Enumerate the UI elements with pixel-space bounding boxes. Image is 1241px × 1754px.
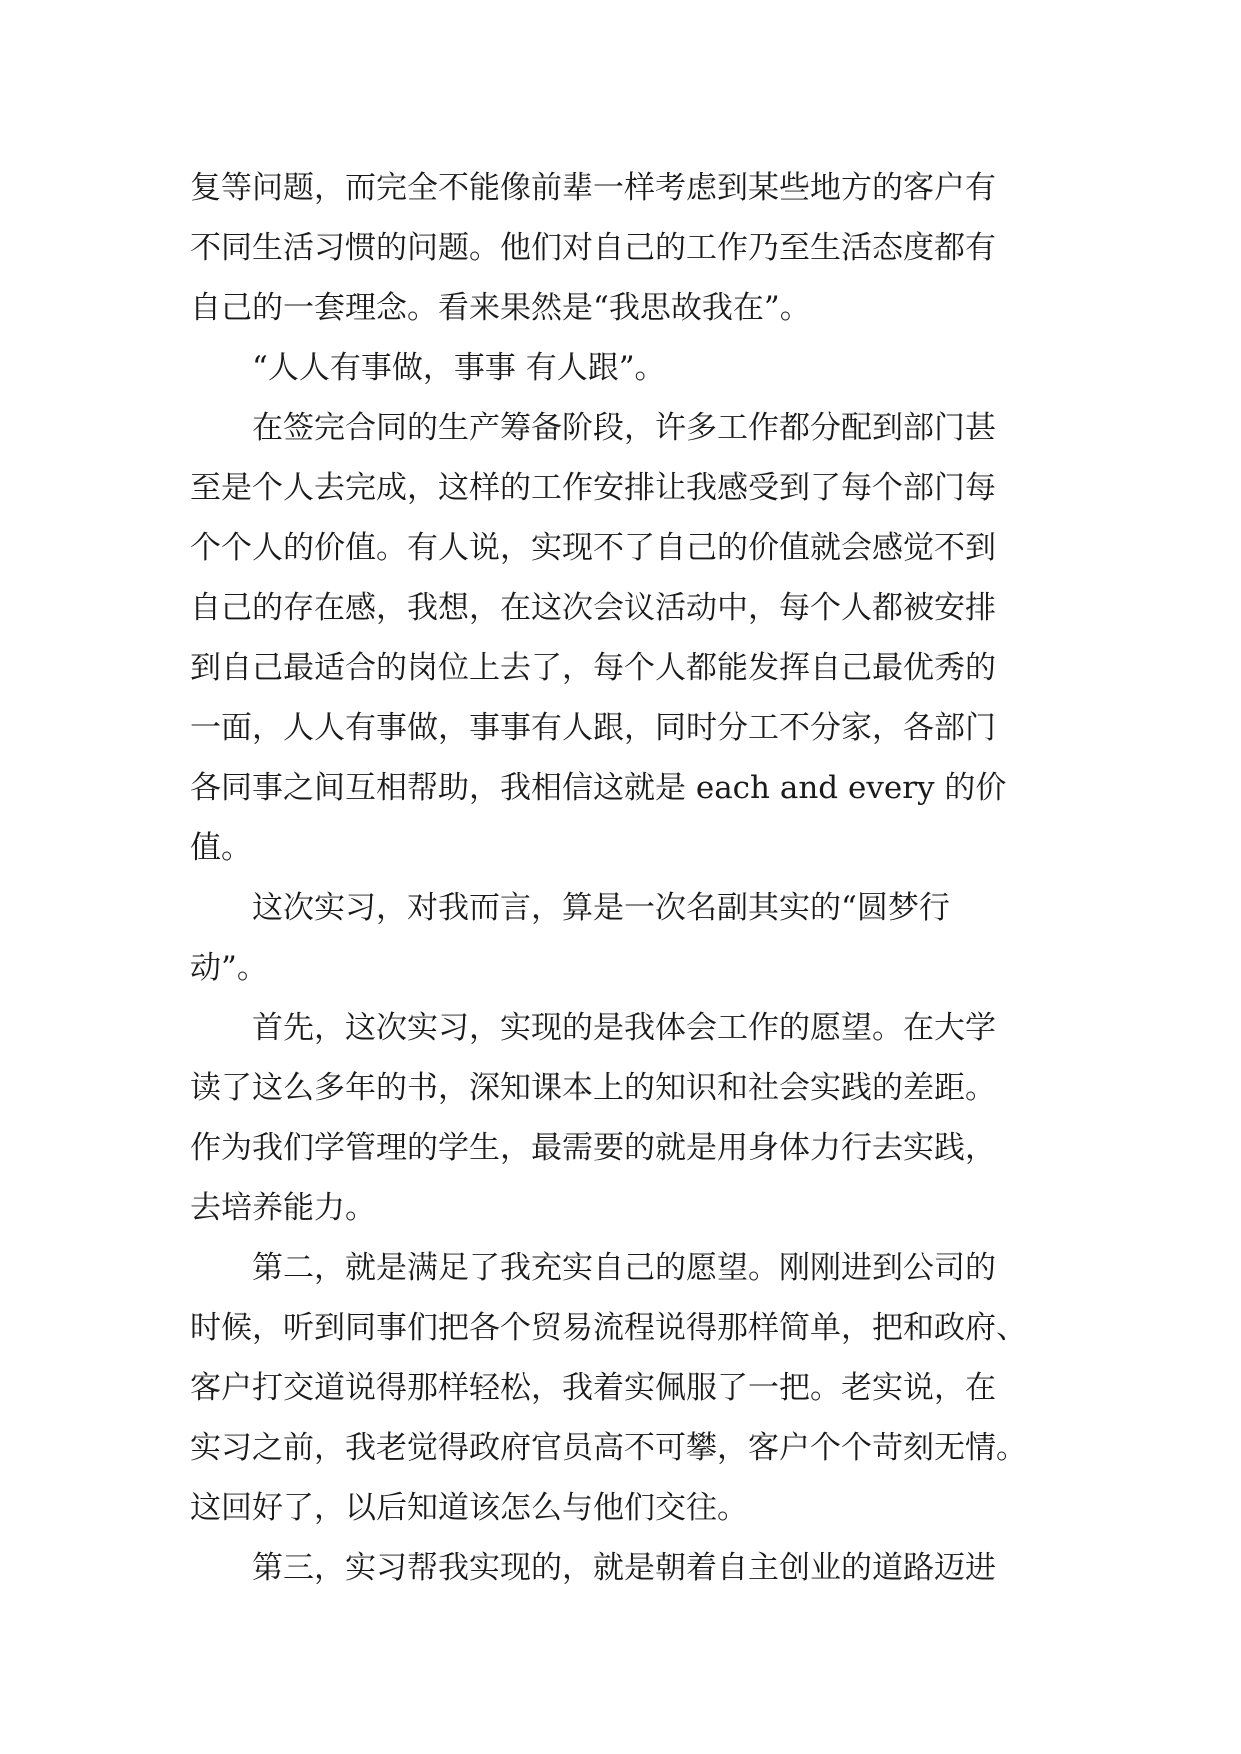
text-line: 去培养能力。 (190, 1190, 376, 1226)
text-line: 自己的存在感，我想，在这次会议活动中，每个人都被安排 (190, 590, 996, 626)
document-body (190, 158, 1060, 1598)
text-line: 实习之前，我老觉得政府官员高不可攀，客户个个苛刻无情。 (190, 1430, 1027, 1466)
text-line: 这回好了，以后知道该怎么与他们交往。 (190, 1490, 748, 1526)
text-line: 个个人的价值。有人说，实现不了自己的价值就会感觉不到 (190, 530, 996, 566)
text-line: 这次实习，对我而言，算是一次名副其实的“圆梦行 (252, 890, 950, 926)
text-line: 复等问题，而完全不能像前辈一样考虑到某些地方的客户有 (190, 170, 996, 206)
text-line: 各同事之间互相帮助，我相信这就是 each and every 的价 (190, 770, 1007, 806)
paragraph-6 (190, 1238, 1060, 1538)
text-line: 至是个人去完成，这样的工作安排让我感受到了每个部门每 (190, 470, 996, 506)
text-line: 在签完合同的生产筹备阶段，许多工作都分配到部门甚 (252, 410, 996, 446)
text-line: 一面，人人有事做，事事有人跟，同时分工不分家，各部门 (190, 710, 996, 746)
paragraph-1 (190, 158, 1060, 338)
text-line: 时候，听到同事们把各个贸易流程说得那样简单，把和政府、 (190, 1310, 1027, 1346)
paragraph-5 (190, 998, 1060, 1238)
text-line: 到自己最适合的岗位上去了，每个人都能发挥自己最优秀的 (190, 650, 996, 686)
text-line: 动”。 (190, 950, 268, 986)
paragraph-3 (190, 398, 1060, 878)
text-line: 值。 (190, 830, 252, 866)
paragraph-4 (190, 878, 1060, 998)
text-line: 自己的一套理念。看来果然是“我思故我在”。 (190, 290, 811, 326)
text-line: 第三，实习帮我实现的，就是朝着自主创业的道路迈进 (252, 1550, 996, 1586)
text-line: 作为我们学管理的学生，最需要的就是用身体力行去实践， (190, 1130, 996, 1166)
text-line: 客户打交道说得那样轻松，我着实佩服了一把。老实说，在 (190, 1370, 996, 1406)
text-line: 不同生活习惯的问题。他们对自己的工作乃至生活态度都有 (190, 230, 996, 266)
paragraph-7 (190, 1538, 1060, 1598)
paragraph-2 (190, 338, 1060, 398)
text-line: 读了这么多年的书，深知课本上的知识和社会实践的差距。 (190, 1070, 996, 1106)
text-line: 首先，这次实习，实现的是我体会工作的愿望。在大学 (252, 1010, 996, 1046)
text-line: “人人有事做，事事 有人跟”。 (252, 350, 666, 386)
text-line: 第二，就是满足了我充实自己的愿望。刚刚进到公司的 (252, 1250, 996, 1286)
